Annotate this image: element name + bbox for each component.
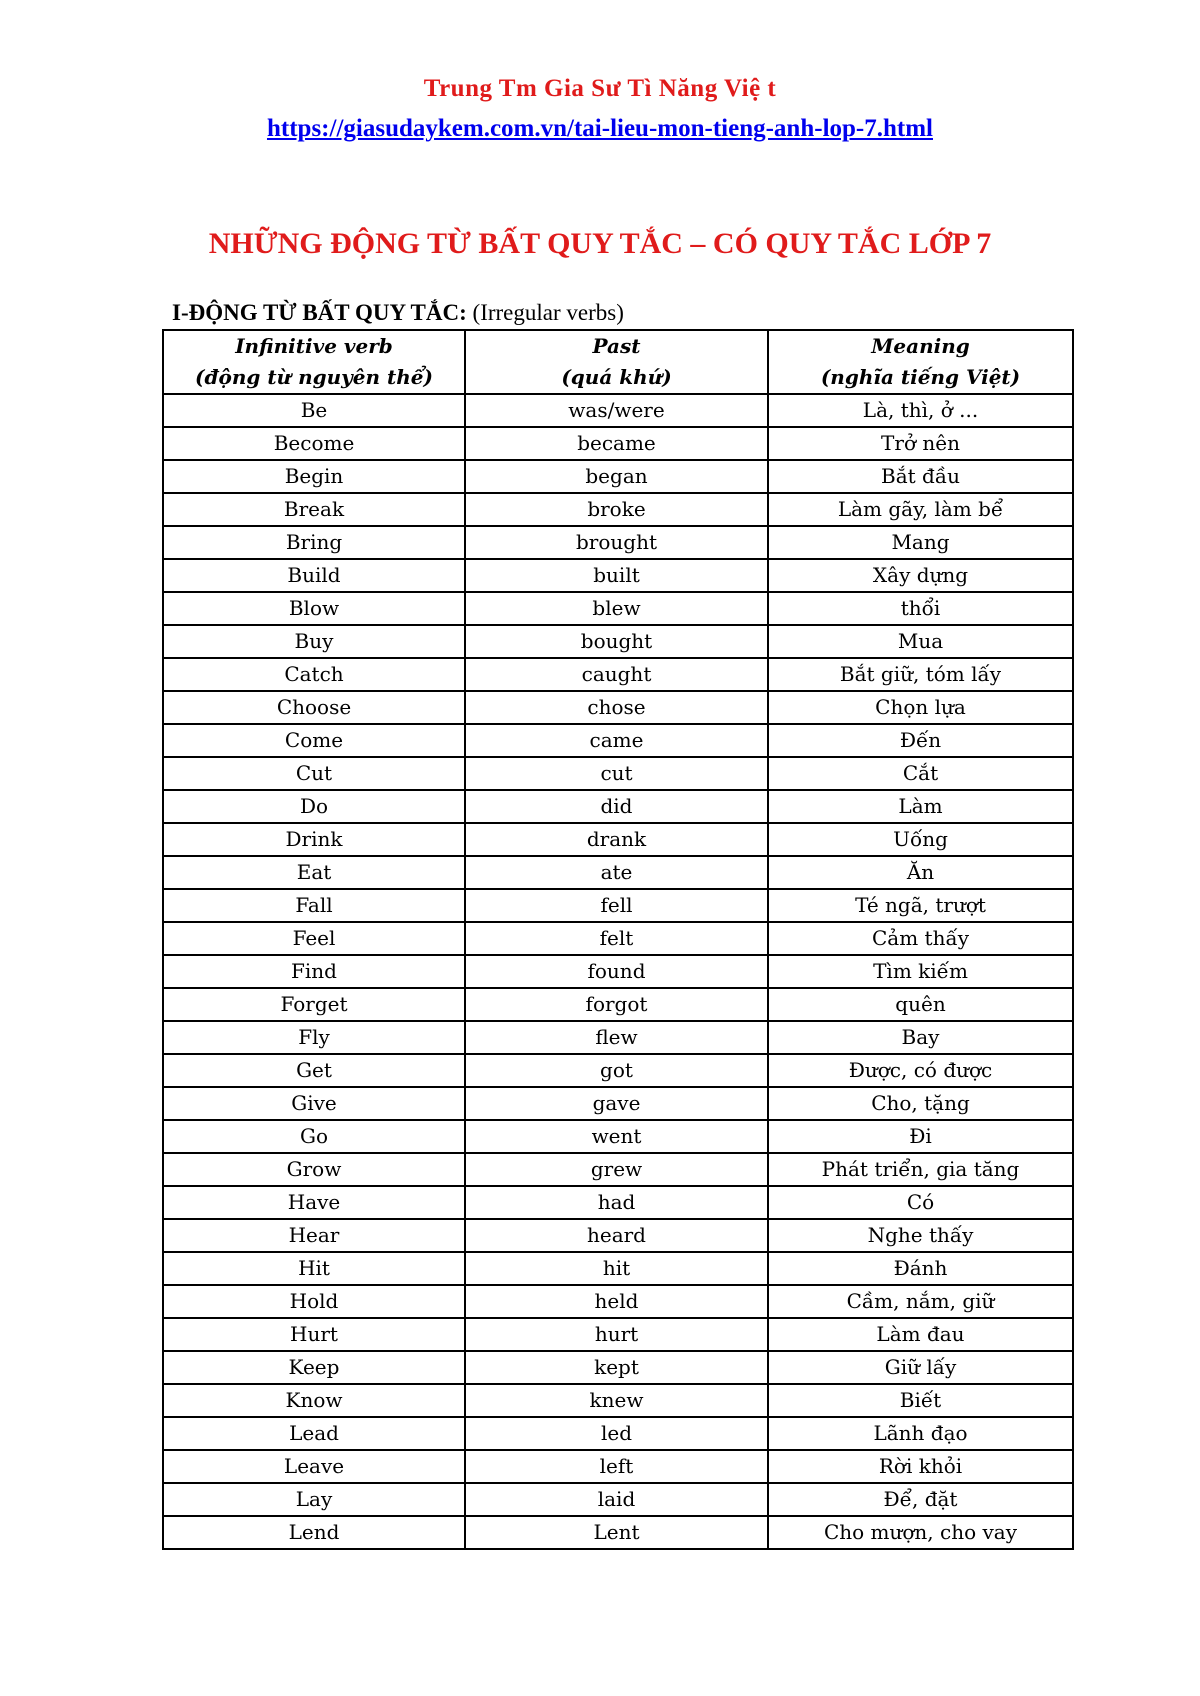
cell-past: had [465, 1186, 768, 1219]
table-row [163, 559, 1073, 592]
cell-infinitive: Blow [163, 592, 465, 625]
cell-infinitive: Begin [163, 460, 465, 493]
cell-past: cut [465, 757, 768, 790]
section-heading-rest: (Irregular verbs) [466, 300, 624, 325]
table-header-row [163, 330, 1073, 394]
cell-past: forgot [465, 988, 768, 1021]
table-row [163, 1417, 1073, 1450]
cell-past: chose [465, 691, 768, 724]
cell-past: grew [465, 1153, 768, 1186]
table-row [163, 922, 1073, 955]
cell-infinitive: Grow [163, 1153, 465, 1186]
table-row [163, 394, 1073, 427]
cell-past: built [465, 559, 768, 592]
table-row [163, 1450, 1073, 1483]
cell-meaning: Bay [768, 1021, 1073, 1054]
cell-infinitive: Choose [163, 691, 465, 724]
table-row [163, 592, 1073, 625]
irregular-verbs-table [162, 329, 1074, 1550]
cell-infinitive: Lead [163, 1417, 465, 1450]
website-link[interactable]: https://giasudaykem.com.vn/tai-lieu-mon-tieng-anh-lop-7.html [266, 115, 933, 142]
page-header [0, 72, 1200, 146]
cell-meaning: Để, đặt [768, 1483, 1073, 1516]
cell-infinitive: Buy [163, 625, 465, 658]
cell-meaning: Là, thì, ở ... [768, 394, 1073, 427]
cell-meaning: Mua [768, 625, 1073, 658]
table-row [163, 1285, 1073, 1318]
cell-past: became [465, 427, 768, 460]
cell-infinitive: Eat [163, 856, 465, 889]
cell-past: drank [465, 823, 768, 856]
cell-meaning: Chọn lựa [768, 691, 1073, 724]
cell-meaning: quên [768, 988, 1073, 1021]
cell-meaning: Cắt [768, 757, 1073, 790]
section-heading [172, 298, 624, 328]
cell-meaning: Cho, tặng [768, 1087, 1073, 1120]
cell-infinitive: Leave [163, 1450, 465, 1483]
cell-past: kept [465, 1351, 768, 1384]
table-row [163, 1186, 1073, 1219]
cell-past: hurt [465, 1318, 768, 1351]
cell-infinitive: Hear [163, 1219, 465, 1252]
cell-meaning: Đi [768, 1120, 1073, 1153]
cell-infinitive: Hit [163, 1252, 465, 1285]
table-row [163, 1219, 1073, 1252]
cell-meaning: Nghe thấy [768, 1219, 1073, 1252]
table-row [163, 757, 1073, 790]
cell-meaning: Làm đau [768, 1318, 1073, 1351]
cell-past: led [465, 1417, 768, 1450]
cell-past: found [465, 955, 768, 988]
cell-meaning: Tìm kiếm [768, 955, 1073, 988]
document-title: NHỮNG ĐỘNG TỪ BẤT QUY TẮC – CÓ QUY TẮC LỚP 7 [208, 227, 992, 260]
cell-meaning: Bắt giữ, tóm lấy [768, 658, 1073, 691]
cell-infinitive: Keep [163, 1351, 465, 1384]
cell-meaning: Cảm thấy [768, 922, 1073, 955]
cell-infinitive: Know [163, 1384, 465, 1417]
cell-infinitive: Go [163, 1120, 465, 1153]
cell-infinitive: Get [163, 1054, 465, 1087]
table-row [163, 625, 1073, 658]
table-row [163, 460, 1073, 493]
cell-meaning: Trở nên [768, 427, 1073, 460]
cell-infinitive: Hurt [163, 1318, 465, 1351]
cell-past: broke [465, 493, 768, 526]
cell-infinitive: Become [163, 427, 465, 460]
cell-infinitive: Fly [163, 1021, 465, 1054]
cell-meaning: Mang [768, 526, 1073, 559]
cell-meaning: Làm [768, 790, 1073, 823]
table-row [163, 691, 1073, 724]
cell-past: blew [465, 592, 768, 625]
cell-infinitive: Hold [163, 1285, 465, 1318]
table-row [163, 1483, 1073, 1516]
center-name: Trung Tm Gia Sư Tì Năng Việ t [423, 75, 777, 102]
table-row [163, 988, 1073, 1021]
cell-infinitive: Give [163, 1087, 465, 1120]
cell-infinitive: Come [163, 724, 465, 757]
cell-past: held [465, 1285, 768, 1318]
cell-meaning: Cầm, nắm, giữ [768, 1285, 1073, 1318]
cell-meaning: Bắt đầu [768, 460, 1073, 493]
table-row [163, 1252, 1073, 1285]
table-row [163, 427, 1073, 460]
table-row [163, 493, 1073, 526]
table-row [163, 658, 1073, 691]
cell-infinitive: Feel [163, 922, 465, 955]
cell-past: came [465, 724, 768, 757]
cell-infinitive: Have [163, 1186, 465, 1219]
table-row [163, 1054, 1073, 1087]
table-row [163, 790, 1073, 823]
table-row [163, 1120, 1073, 1153]
cell-past: Lent [465, 1516, 768, 1549]
cell-past: bought [465, 625, 768, 658]
cell-infinitive: Cut [163, 757, 465, 790]
cell-infinitive: Fall [163, 889, 465, 922]
table-row [163, 1351, 1073, 1384]
cell-infinitive: Catch [163, 658, 465, 691]
cell-meaning: thổi [768, 592, 1073, 625]
cell-meaning: Có [768, 1186, 1073, 1219]
cell-meaning: Rời khỏi [768, 1450, 1073, 1483]
cell-past: left [465, 1450, 768, 1483]
cell-meaning: Ăn [768, 856, 1073, 889]
cell-infinitive: Do [163, 790, 465, 823]
cell-meaning: Giữ lấy [768, 1351, 1073, 1384]
table-row [163, 823, 1073, 856]
section-heading-bold: I-ĐỘNG TỪ BẤT QUY TẮC: [172, 300, 467, 325]
cell-past: hit [465, 1252, 768, 1285]
cell-past: knew [465, 1384, 768, 1417]
cell-past: did [465, 790, 768, 823]
cell-past: fell [465, 889, 768, 922]
cell-infinitive: Find [163, 955, 465, 988]
table-row [163, 1087, 1073, 1120]
table-row [163, 1153, 1073, 1186]
cell-past: went [465, 1120, 768, 1153]
cell-past: ate [465, 856, 768, 889]
table-row [163, 1384, 1073, 1417]
table-row [163, 955, 1073, 988]
table-row [163, 1516, 1073, 1549]
cell-meaning: Làm gãy, làm bể [768, 493, 1073, 526]
cell-infinitive: Build [163, 559, 465, 592]
cell-past: heard [465, 1219, 768, 1252]
cell-meaning: Uống [768, 823, 1073, 856]
cell-past: flew [465, 1021, 768, 1054]
cell-infinitive: Lay [163, 1483, 465, 1516]
cell-meaning: Phát triển, gia tăng [768, 1153, 1073, 1186]
cell-infinitive: Bring [163, 526, 465, 559]
column-header-infinitive: Infinitive verb (động từ nguyên thể) [163, 330, 465, 394]
cell-meaning: Đánh [768, 1252, 1073, 1285]
cell-meaning: Biết [768, 1384, 1073, 1417]
cell-past: felt [465, 922, 768, 955]
cell-infinitive: Break [163, 493, 465, 526]
column-header-past: Past (quá khứ) [465, 330, 768, 394]
table-row [163, 526, 1073, 559]
cell-infinitive: Be [163, 394, 465, 427]
cell-past: got [465, 1054, 768, 1087]
table-row [163, 1021, 1073, 1054]
table-row [163, 1318, 1073, 1351]
table-body [163, 394, 1073, 1549]
cell-past: caught [465, 658, 768, 691]
cell-meaning: Lãnh đạo [768, 1417, 1073, 1450]
table-row [163, 724, 1073, 757]
cell-meaning: Cho mượn, cho vay [768, 1516, 1073, 1549]
cell-infinitive: Drink [163, 823, 465, 856]
cell-meaning: Té ngã, trượt [768, 889, 1073, 922]
column-header-meaning: Meaning (nghĩa tiếng Việt) [768, 330, 1073, 394]
table-row [163, 889, 1073, 922]
cell-past: brought [465, 526, 768, 559]
cell-past: began [465, 460, 768, 493]
cell-meaning: Được, có được [768, 1054, 1073, 1087]
cell-infinitive: Forget [163, 988, 465, 1021]
cell-past: was/were [465, 394, 768, 427]
cell-meaning: Xây dựng [768, 559, 1073, 592]
cell-past: laid [465, 1483, 768, 1516]
cell-past: gave [465, 1087, 768, 1120]
cell-meaning: Đến [768, 724, 1073, 757]
table-row [163, 856, 1073, 889]
cell-infinitive: Lend [163, 1516, 465, 1549]
